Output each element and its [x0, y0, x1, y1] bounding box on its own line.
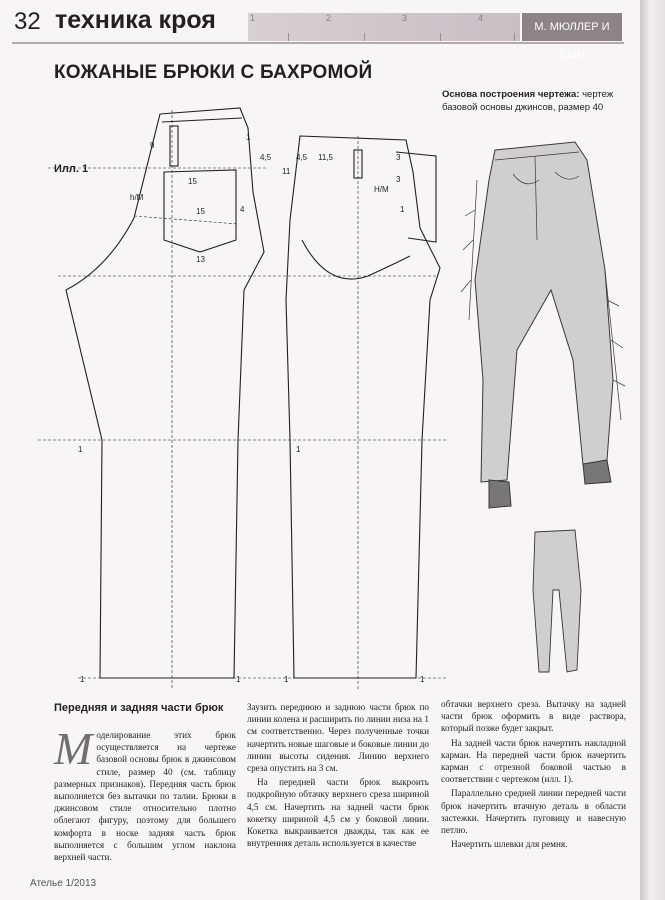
diagram-label: 4 [240, 205, 245, 214]
diagram-label: 1 [80, 675, 85, 684]
diagram-label: 15 [188, 177, 197, 186]
section-title: техника кроя [55, 6, 216, 34]
paragraph: На задней части брюк начертить накладной карман. На передней части брюк начертить карман с отрезной боковой частью в соответствии с чертежом (илл. 1). [441, 737, 626, 785]
caption-text: чертеж базовой основы джинсов, размер 40 [442, 89, 614, 113]
sketch-small-back-view [533, 530, 581, 672]
sketch-large-trousers [475, 142, 613, 482]
trousers-sketch-illustration [455, 120, 635, 680]
diagram-label: 1 [400, 205, 405, 214]
diagram-label: 1 [78, 445, 83, 454]
ruler-number: 2 [326, 13, 332, 23]
diagram-label: 13 [196, 255, 205, 264]
diagram-label: 15 [196, 207, 205, 216]
diagram-label: 3 [396, 175, 401, 184]
back-piece-outline [66, 108, 264, 678]
page-number: 32 [14, 8, 41, 35]
article-title: КОЖАНЫЕ БРЮКИ С БАХРОМОЙ [54, 62, 373, 83]
paragraph: обтачки верхнего среза. Вытачку на задней части брюк оформить в виде раствора, который позже будет закрыт. [441, 699, 626, 734]
text-column-2 [247, 701, 429, 849]
paragraph: Параллельно средней линии передней части брюк начертить втачную деталь в области застежки. Начертить пуговицу и навесную петлю. [441, 788, 626, 836]
diagram-label: h/М [130, 193, 144, 202]
header-divider [12, 42, 624, 44]
paragraph: Заузить переднюю и заднюю части брюк по линии колена и расширить по линии низа на 1 см соответственно. Через полученные точки начертить новые шаговые и боковые линии до линии высоты сидения. Линию верхнего среза опустить на 3 см. [247, 702, 429, 774]
ruler-number: 4 [478, 13, 484, 23]
pattern-draft-diagram [38, 100, 448, 700]
diagram-label: 1 [246, 133, 251, 142]
front-pocket-curve [302, 240, 410, 279]
diagram-label: 3 [396, 153, 401, 162]
front-piece-outline [286, 136, 440, 678]
diagram-label: 9 [150, 141, 155, 150]
diagram-label: 1 [420, 675, 425, 684]
diagram-label: 1 [296, 445, 301, 454]
ruler-number: 1 [250, 13, 256, 23]
paragraph: Начертить шлевки для ремня. [451, 839, 568, 850]
page-footer: Ателье 1/2013 [30, 878, 97, 889]
drafting-caption [442, 88, 622, 114]
section-subheading: Передняя и задняя части брюк [54, 702, 224, 714]
brand-label: М. МЮЛЛЕР И СЫН [522, 13, 622, 41]
paragraph: На передней части брюк выкроить подкройную обтачку верхнего среза шириной 4,5 см. Начертить на задней части брюк кокетку шириной 4,5 см у боковой линии. Кокетка выкраивается дважды, так как ее внутренняя деталь используется в качестве [247, 777, 429, 849]
ruler-number: 3 [402, 13, 408, 23]
diagram-label: 4,5 [260, 153, 272, 162]
drop-cap: М [54, 723, 93, 774]
paragraph: оделирование этих брюк осуществляется на чертеже базовой основы брюк в джинсовом стиле, размер 40 (см. таблицу размерных признаков). Передняя часть брюк выполняется без вытачки по талии. Брюки в джинсовом стиле относительно плотно облегают фигуру, поэтому для большего комфорта в носке задняя часть брюк выполняется с большим углом наклона верхней части. [54, 730, 236, 863]
text-column-3 [441, 698, 626, 850]
page-header [0, 6, 640, 61]
diagram-label: 4,5 [296, 153, 308, 162]
caption-bold: Основа построения чертежа: [442, 89, 580, 100]
illustration-label: Илл. 1 [54, 163, 89, 175]
diagram-label: 11,5 [318, 153, 333, 162]
diagram-label: Н/М [374, 185, 389, 194]
header-ruler [248, 13, 520, 41]
text-column-1 [54, 723, 236, 863]
page-edge [640, 0, 665, 900]
diagram-label: 1 [284, 675, 289, 684]
diagram-label: 1 [236, 675, 241, 684]
diagram-label: 11 [282, 167, 291, 176]
